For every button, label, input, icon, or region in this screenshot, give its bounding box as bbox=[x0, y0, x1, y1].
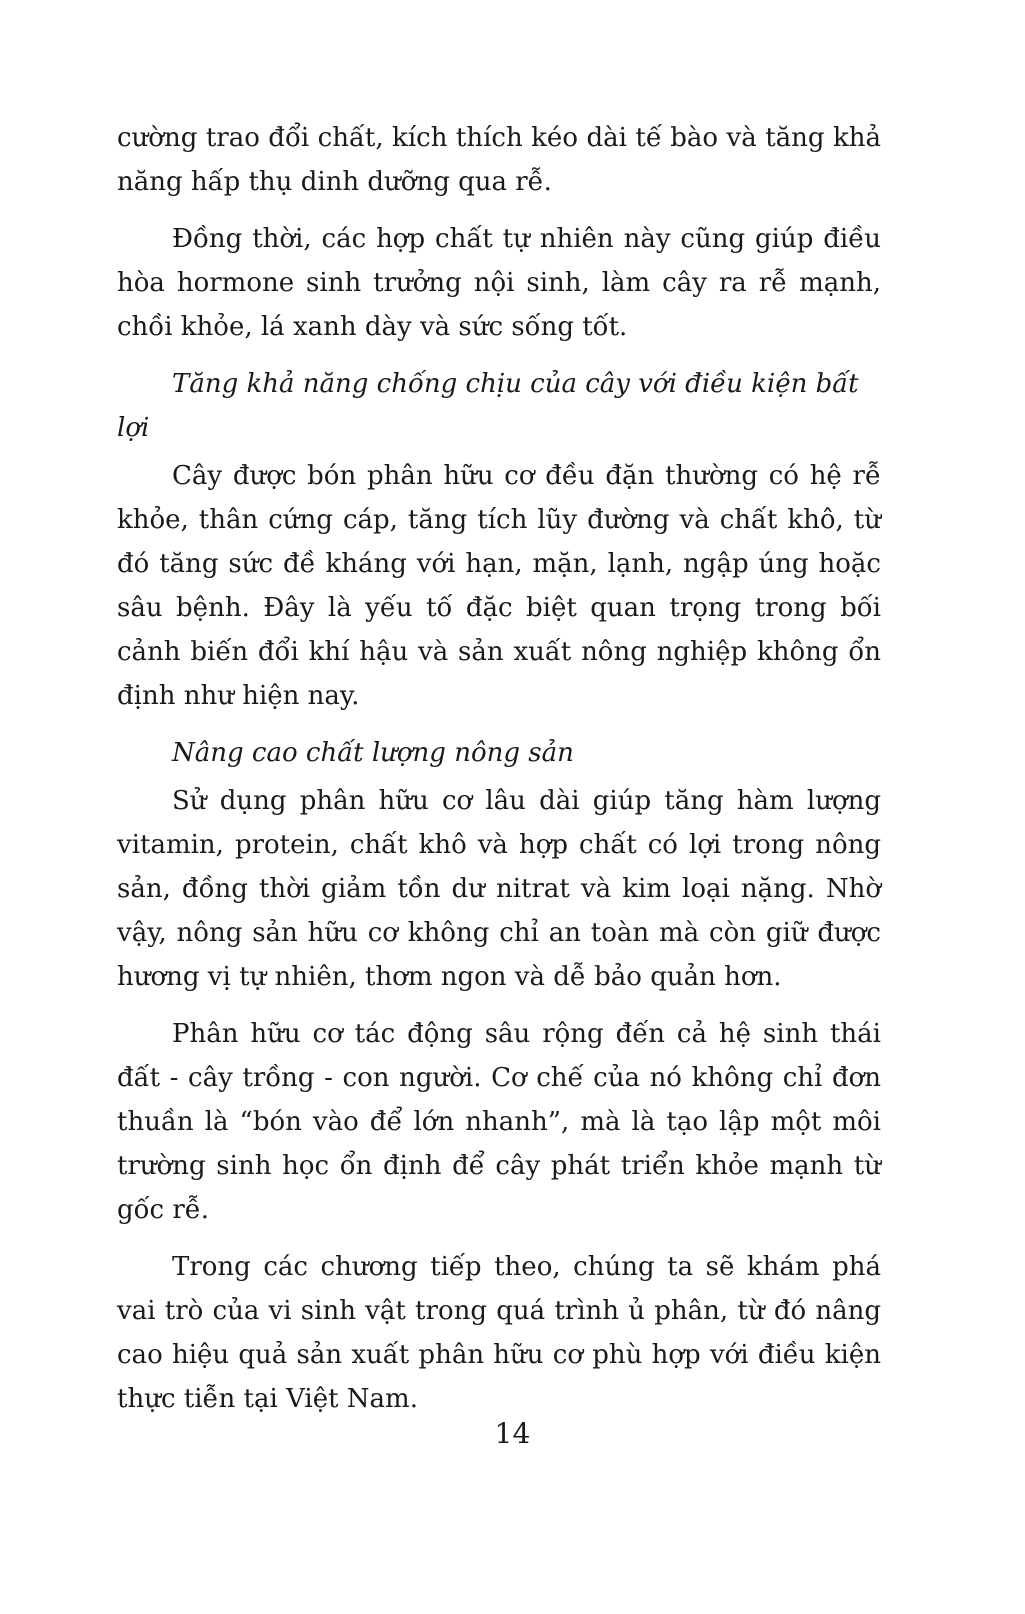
paragraph-product-quality: Sử dụng phân hữu cơ lâu dài giúp tăng hàm lượng vitamin, protein, chất khô và hợp chất có lợi trong nông sản, đồng thời giảm tồn dư nitrat và kim loại nặng. Nhờ vậy, nông sản hữu cơ không chỉ an toàn mà còn giữ được hương vị tự nhiên, thơm ngon và dễ bảo quản hơn. bbox=[117, 786, 881, 992]
paragraph-stress-tolerance: Cây được bón phân hữu cơ đều đặn thường có hệ rễ khỏe, thân cứng cáp, tăng tích lũy đường và chất khô, từ đó tăng sức đề kháng với hạn, mặn, lạnh, ngập úng hoặc sâu bệnh. Đây là yếu tố đặc biệt quan trọng trong bối cảnh biến đổi khí hậu và sản xuất nông nghiệp không ổn định như hiện nay. bbox=[117, 461, 881, 711]
paragraph-hormone: Đồng thời, các hợp chất tự nhiên này cũng giúp điều hòa hormone sinh trưởng nội sinh, làm cây ra rễ mạnh, chồi khỏe, lá xanh dày và sức sống tốt. bbox=[117, 224, 881, 342]
paragraph-next-chapters: Trong các chương tiếp theo, chúng ta sẽ khám phá vai trò của vi sinh vật trong quá trình ủ phân, từ đó nâng cao hiệu quả sản xuất phân hữu cơ phù hợp với điều kiện thực tiễn tại Việt Nam. bbox=[117, 1252, 881, 1414]
subheading-stress-tolerance: Tăng khả năng chống chịu của cây với điều kiện bất lợi bbox=[117, 369, 859, 443]
page-number: 14 bbox=[494, 1417, 531, 1450]
paragraph-ecosystem: Phân hữu cơ tác động sâu rộng đến cả hệ sinh thái đất - cây trồng - con người. Cơ chế của nó không chỉ đơn thuần là “bón vào để lớn nhanh”, mà là tạo lập một môi trường sinh học ổn định để cây phát triển khỏe mạnh từ gốc rễ. bbox=[117, 1019, 881, 1225]
page-body bbox=[117, 116, 881, 1434]
subheading-product-quality: Nâng cao chất lượng nông sản bbox=[172, 738, 574, 768]
paragraph-continuation: cường trao đổi chất, kích thích kéo dài tế bào và tăng khả năng hấp thụ dinh dưỡng qua rễ. bbox=[117, 123, 881, 197]
